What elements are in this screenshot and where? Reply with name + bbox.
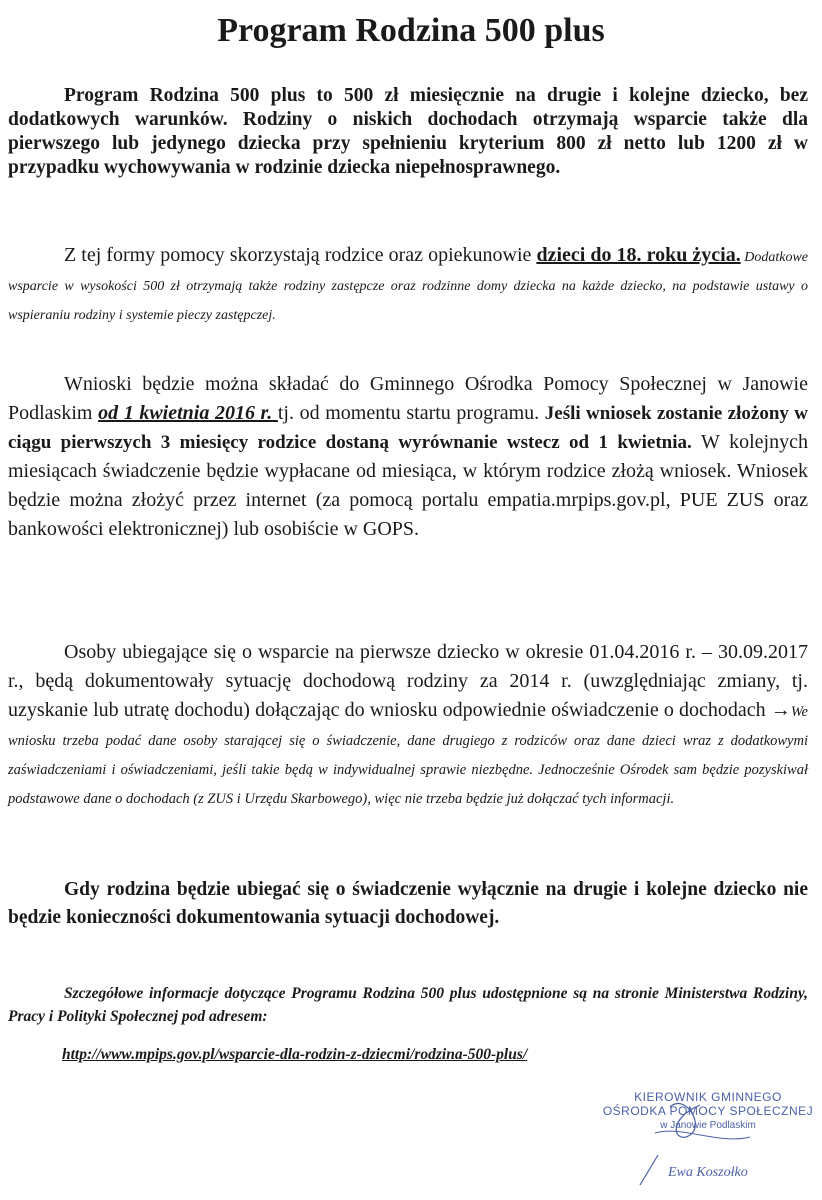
official-stamp [600, 1090, 816, 1131]
stamp-line-3: w Janowie Podlaskim [660, 1120, 756, 1131]
paragraph-more-info: Szczegółowe informacje dotyczące Programu Rodzina 500 plus udostępnione są na stronie Ministerstwa Rodziny, Pracy i Polityki Społecznej pod adresem: [8, 985, 808, 1025]
eligibility-age-limit: dzieci do 18. roku życia. [536, 244, 741, 266]
eligibility-text: Z tej formy pomocy skorzystają rodzice oraz opiekunowie [64, 244, 537, 266]
eligibility-foster-note: Dodatkowe wsparcie w wysokości 500 zł otrzymają także rodziny zastępcze oraz rodzinne domy dziecka na każde dziecko, na podstawie ustawy o wspieraniu rodziny i systemie pieczy zastępczej. [8, 250, 808, 323]
document-title: Program Rodzina 500 plus [217, 12, 605, 49]
applications-text-a: Wnioski będzie można składać do Gminnego Ośrodka Pomocy Społecznej w Janowie Podlaskim [8, 373, 808, 424]
applications-text-c: W kolejnych miesiącach świadczenie będzie wypłacane od miesiąca, w którym rodzice złożą wniosek. Wniosek będzie można złożyć przez internet (za pomocą portalu empatia.mrpips.gov.pl, PUE ZUS oraz bankowości elektronicznej) lub osobiście w GOPS. [8, 431, 808, 540]
income-details-note: We wniosku trzeba podać dane osoby starającej się o świadczenie, dane drugiego z rodziców oraz dane dzieci wraz z dodatkowymi zaświadczeniami i oświadczeniami, jeśli takie będą w indywidualnej sprawie niezbędne. Jednocześnie Ośrodek sam będzie pozyskiwał podstawowe dane o dochodach (z ZUS i Urzędu Skarbowego), więc nie trzeba będzie już dołączać tych informacji. [8, 704, 808, 807]
stamp-line-2: OŚRODKA POMOCY SPOŁECZNEJ [602, 1104, 814, 1118]
applications-retroactive-note: Jeśli wniosek zostanie złożony w ciągu pierwszych 3 miesięcy rodzice dostaną wyrównanie wstecz od 1 kwietnia. [8, 403, 808, 453]
paragraph-program-intro: Program Rodzina 500 plus to 500 zł miesięcznie na drugie i kolejne dziecko, bez dodatkowych warunków. Rodziny o niskich dochodach otrzymają wsparcie także dla pierwszego lub jedynego dziecka przy spełnieniu kryterium 800 zł netto lub 1200 zł w przypadku wychowywania w rodzinie dziecka niepełnosprawnego. [8, 85, 808, 178]
paragraph-applications [8, 370, 808, 544]
applications-start-date: od 1 kwietnia 2016 r. [98, 402, 278, 424]
applications-text-b: tj. od momentu startu programu. [277, 402, 545, 424]
paragraph-income-documentation [8, 638, 808, 812]
signature-name: Ewa Koszołko [668, 1165, 748, 1180]
paragraph-no-documentation: Gdy rodzina będzie ubiegać się o świadczenie wyłącznie na drugie i kolejne dziecko nie będzie konieczności dokumentowania sytuacji dochodowej. [8, 879, 808, 928]
stamp-line-1: KIEROWNIK GMINNEGO [634, 1090, 782, 1104]
income-text: Osoby ubiegające się o wsparcie na pierwsze dziecko w okresie 01.04.2016 r. – 30.09.2017 r., będą dokumentowały sytuację dochodową rodziny za 2014 r. (uwzględniając zmiany, tj. uzyskanie lub utratę dochodu) dołączając do wniosku odpowiednie oświadczenie o dochodach → [8, 641, 808, 721]
paragraph-eligibility [8, 242, 808, 329]
ministry-link[interactable]: http://www.mpips.gov.pl/wsparcie-dla-rodzin-z-dziecmi/rodzina-500-plus/ [62, 1046, 528, 1063]
